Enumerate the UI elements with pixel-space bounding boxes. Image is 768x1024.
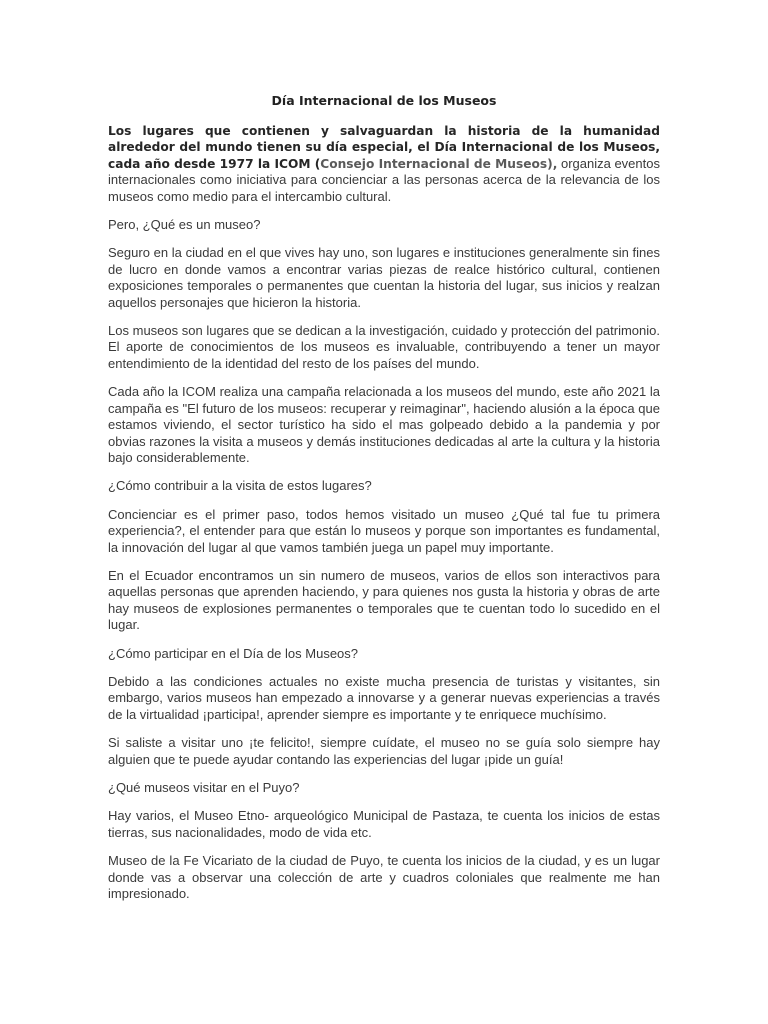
body-paragraph: Concienciar es el primer paso, todos hemos visitado un museo ¿Qué tal fue tu primera experiencia?, el entender para que están lo museos y porque son importantes es fundamental, la innovación del lugar al que vamos también juega un papel muy importante. [108, 506, 660, 555]
body-paragraph: En el Ecuador encontramos un sin numero de museos, varios de ellos son interactivos para aquellas personas que aprenden haciendo, y para quienes nos gusta la historia y obras de arte hay museos de explosiones permanentes o temporales que te cuentan todo lo sucedido en el lugar. [108, 567, 660, 633]
body-paragraphs [108, 217, 660, 902]
body-paragraph: Si saliste a visitar uno ¡te felicito!, siempre cuídate, el museo no se guía solo siempre hay alguien que te puede ayudar contando las experiencias del lugar ¡pide un guía! [108, 735, 660, 767]
intro-bold-org: Consejo Internacional de Museos), [320, 156, 558, 171]
body-paragraph: Hay varios, el Museo Etno- arqueológico Municipal de Pastaza, te cuenta los inicios de estas tierras, sus nacionalidades, modo de vida etc. [108, 808, 660, 840]
document-title: Día Internacional de los Museos [271, 93, 497, 108]
body-paragraph: Los museos son lugares que se dedican a la investigación, cuidado y protección del patrimonio. El aporte de conocimientos de los museos es invaluable, contribuyendo a tener un mayor entendimiento de la identidad del resto de los países del mundo. [108, 323, 660, 371]
body-paragraph: Museo de la Fe Vicariato de la ciudad de Puyo, te cuenta los inicios de la ciudad, y es un lugar donde vas a observar una colección de arte y cuadros coloniales que realmente me han impresionado. [108, 853, 660, 902]
section-question: ¿Qué museos visitar en el Puyo? [108, 780, 300, 795]
intro-bold-lead: Los lugares que contienen y salvaguardan la historia de la humanidad alrededor del mundo tienen su día especial, el Día Internacional de los Museos, cada año desde 1977 la ICOM ( [108, 124, 660, 171]
section-question: ¿Cómo participar en el Día de los Museos? [108, 645, 359, 661]
body-paragraph: Seguro en la ciudad en el que vives hay uno, son lugares e instituciones generalmente sin fines de lucro en donde vamos a encontrar varias piezas de realce histórico cultural, contienen exposiciones temporales o permanentes que cuentan la historia del lugar, sus inicios y realzan aquellos personajes que hicieron la historia. [108, 245, 660, 310]
intro-rest: organiza eventos internacionales como iniciativa para concienciar a las personas acerca de la relevancia de los museos como medio para el intercambio cultural. [108, 155, 660, 204]
section-question: Pero, ¿Qué es un museo? [108, 217, 261, 233]
intro-paragraph [108, 123, 660, 205]
body-paragraph: Debido a las condiciones actuales no existe mucha presencia de turistas y visitantes, sin embargo, varios museos han empezado a innovarse y a generar nuevas experiencias a través de la virtualidad ¡participa!, aprender siempre es importante y te enriquece muchísimo. [108, 673, 660, 722]
body-paragraph: Cada año la ICOM realiza una campaña relacionada a los museos del mundo, este año 2021 la campaña es "El futuro de los museos: recuperar y reimaginar", haciendo alusión a la época que estamos viviendo, el sector turístico ha sido el mas golpeado debido a la pandemia y por obvias razones la visita a museos y demás instituciones dedicadas al arte la cultura y la historia bajo considerablemente. [108, 384, 660, 465]
section-question: ¿Cómo contribuir a la visita de estos lugares? [108, 478, 372, 494]
